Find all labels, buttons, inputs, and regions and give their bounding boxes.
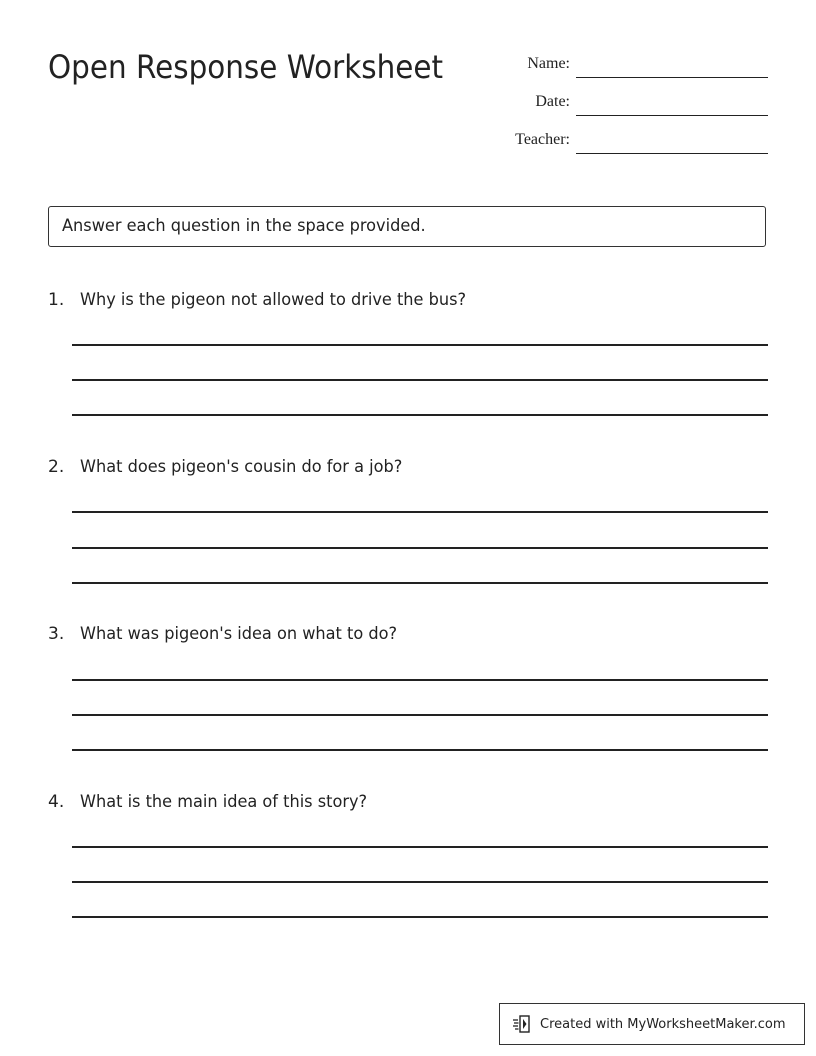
date-field xyxy=(496,90,768,116)
question-number: 3. xyxy=(48,624,65,644)
date-label: Date: xyxy=(535,93,570,110)
footer-badge[interactable] xyxy=(499,1003,805,1045)
answer-line[interactable] xyxy=(72,379,768,381)
answer-line[interactable] xyxy=(72,846,768,848)
question-number: 4. xyxy=(48,792,65,812)
question-4 xyxy=(48,792,768,922)
question-number: 1. xyxy=(48,290,65,310)
question-text: Why is the pigeon not allowed to drive the bus? xyxy=(80,290,467,310)
instructions-text: Answer each question in the space provided. xyxy=(62,216,426,236)
answer-line[interactable] xyxy=(72,714,768,716)
answer-line[interactable] xyxy=(72,881,768,883)
worksheet-title: Open Response Worksheet xyxy=(48,48,444,86)
question-text: What does pigeon's cousin do for a job? xyxy=(80,457,403,477)
teacher-label: Teacher: xyxy=(515,131,570,148)
question-text: What is the main idea of this story? xyxy=(80,792,368,812)
question-2 xyxy=(48,457,768,587)
date-line[interactable] xyxy=(576,115,768,116)
question-3 xyxy=(48,624,768,754)
answer-line[interactable] xyxy=(72,749,768,751)
worksheet-maker-logo-icon xyxy=(512,1013,534,1035)
answer-line[interactable] xyxy=(72,414,768,416)
question-text: What was pigeon's idea on what to do? xyxy=(80,624,398,644)
teacher-field xyxy=(496,128,768,154)
question-1 xyxy=(48,290,768,420)
question-number: 2. xyxy=(48,457,65,477)
answer-line[interactable] xyxy=(72,916,768,918)
answer-line[interactable] xyxy=(72,582,768,584)
teacher-line[interactable] xyxy=(576,153,768,154)
answer-line[interactable] xyxy=(72,511,768,513)
answer-line[interactable] xyxy=(72,344,768,346)
answer-line[interactable] xyxy=(72,679,768,681)
footer-text: Created with MyWorksheetMaker.com xyxy=(540,1016,786,1032)
name-field xyxy=(496,52,768,78)
name-line[interactable] xyxy=(576,77,768,78)
answer-line[interactable] xyxy=(72,547,768,549)
name-label: Name: xyxy=(527,55,570,72)
instructions-box xyxy=(48,206,766,247)
